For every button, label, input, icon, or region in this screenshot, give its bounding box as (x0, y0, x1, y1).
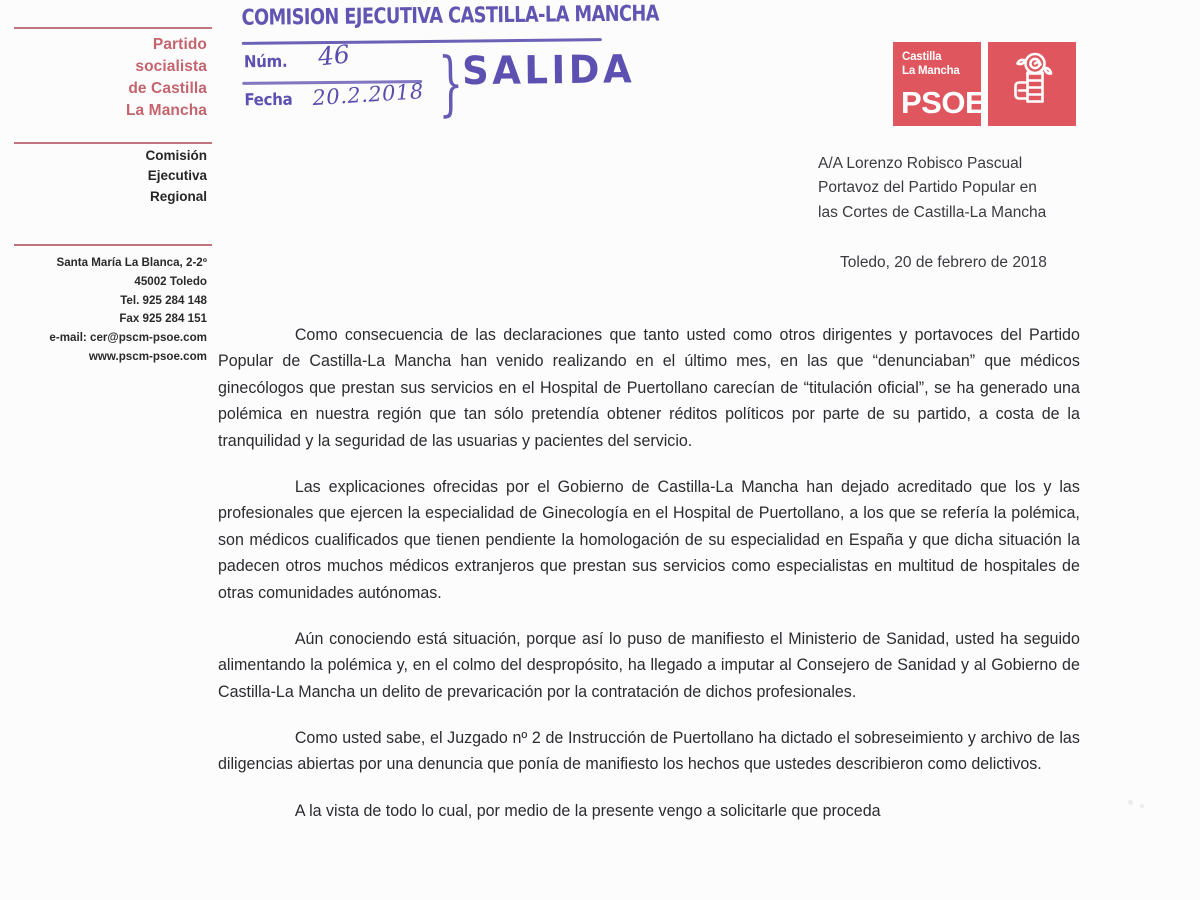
contact-street: Santa María La Blanca, 2-2º (56, 256, 207, 269)
addressee-role: Portavoz del Partido Popular en (818, 179, 1037, 197)
stamp-date-label: Fecha (244, 89, 293, 110)
stamp-organisation-title: COMISION EJECUTIVA CASTILLA-LA MANCHA (241, 1, 660, 31)
addressee-institution: las Cortes de Castilla-La Mancha (818, 203, 1047, 221)
stamp-number-label: Núm. (243, 51, 288, 72)
unit-line-2: Ejecutiva (147, 168, 207, 184)
contact-website: www.pscm-psoe.com (88, 349, 207, 363)
psoe-logo (893, 42, 1076, 126)
stamp-date-value: 20.2.2018 (311, 79, 425, 111)
body-paragraph-1: Como consecuencia de las declaraciones que tanto usted como otros dirigentes y portavoces del Partido Popular de Castilla-La Mancha han venido realizando en el último mes, en las que “denunciaban” que médicos ginecólogos que prestan sus servicios en el Hospital de Puertollano carecían de “titulación oficial”, se ha generado una polémica en nuestra región que tan sólo pretendía obtener réditos políticos por parte de su partido, a costa de la tranquilidad y la seguridad de las usuarias y pacientes del servicio. (218, 326, 1080, 450)
contact-city: 45002 Toledo (134, 274, 207, 288)
letter-body (218, 322, 1093, 824)
body-paragraph-5: A la vista de todo lo cual, por medio de la presente vengo a solicitarle que proceda (294, 801, 881, 820)
letterhead-sidebar (0, 0, 215, 380)
party-brand-block (126, 34, 207, 122)
logo-wordmark-text: PSOE (901, 85, 986, 120)
brand-line-1: Partido (152, 36, 207, 53)
body-paragraph-4: Como usted sabe, el Juzgado nº 2 de Instrucción de Puertollano ha dictado el sobreseimiento y archivo de las diligencias abiertas por una denuncia que ponía de manifiesto los hechos que ustedes describieron como delictivos. (218, 729, 1080, 774)
contact-fax: Fax 925 284 151 (119, 312, 207, 326)
fist-and-rose-icon (1007, 51, 1057, 118)
brand-line-4: La Mancha (125, 102, 207, 119)
place-and-date-line: Toledo, 20 de febrero de 2018 (840, 254, 1047, 271)
logo-region-line-2: La Mancha (902, 64, 960, 77)
letterhead-divider-top (14, 27, 212, 29)
contact-email: e-mail: cer@pscm-psoe.com (49, 331, 207, 345)
stamp-salida-text: SALIDA (461, 46, 636, 94)
scan-speckle (1128, 800, 1133, 805)
stamp-rule-upper (242, 38, 602, 45)
brand-line-3: de Castilla (128, 80, 207, 97)
outgoing-registry-stamp (239, 0, 660, 125)
stamp-number-value: 46 (316, 39, 352, 72)
letterhead-divider-bottom (14, 244, 212, 246)
scan-speckle (1140, 804, 1144, 808)
unit-line-1: Comisión (145, 148, 207, 163)
contact-phone: Tel. 925 284 148 (120, 293, 207, 307)
body-paragraph-2: Las explicaciones ofrecidas por el Gobierno de Castilla-La Mancha han dejado acreditado que los y las profesionales que ejercen la especialidad de Ginecología en el Hospital de Puertollano, a los que se refería la polémica, son médicos cualificados que tienen pendiente la homologación de su especialidad en España y que dicha situación la padecen otros muchos médicos extranjeros que prestan sus servicios como especialistas en multitud de hospitales de otras comunidades autónomas. (218, 477, 1080, 602)
logo-region-name (902, 51, 960, 79)
body-paragraph-3: Aún conociendo está situación, porque así lo puso de manifiesto el Ministerio de Sanidad, usted ha seguido alimentando la polémica y, en el colmo del despropósito, ha llegado a imputar al Consejero de Sanidad y al Gobierno de Castilla-La Mancha un delito de prevaricación por la contratación de dichos profesionales. (218, 629, 1080, 701)
unit-line-3: Regional (149, 188, 207, 204)
logo-region-line-1: Castilla (902, 51, 942, 63)
letterhead-divider-middle (14, 142, 212, 144)
contact-details-block (49, 254, 207, 367)
brand-line-2: socialista (135, 58, 207, 75)
logo-wordmark-tile (893, 42, 986, 126)
logo-emblem-tile (988, 42, 1076, 126)
addressee-block (818, 152, 1108, 225)
stamp-brace-glyph: } (437, 43, 464, 125)
organisational-unit-block (145, 146, 207, 207)
addressee-name: A/A Lorenzo Robisco Pascual (818, 155, 1023, 172)
